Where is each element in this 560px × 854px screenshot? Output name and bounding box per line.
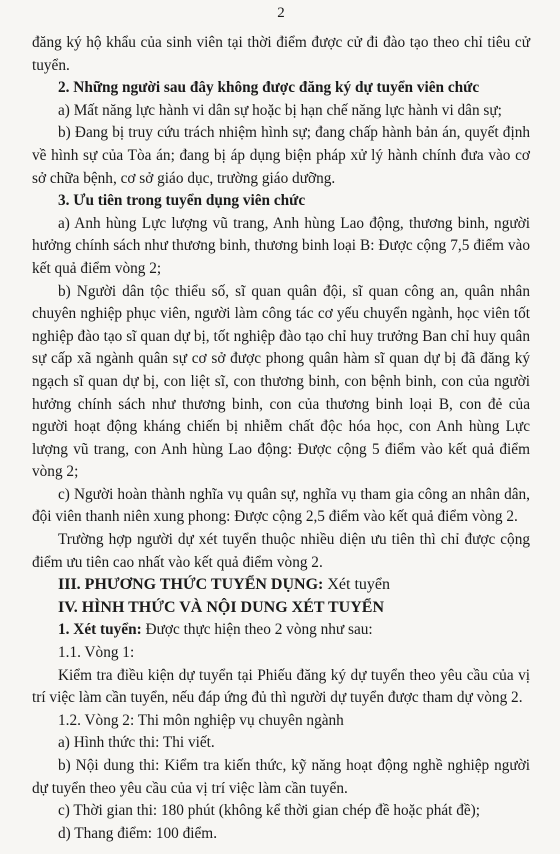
heading-part-iv-text: IV. HÌNH THỨC VÀ NỘI DUNG XÉT TUYỂN	[58, 598, 384, 616]
heading-part-iii-value: Xét tuyển	[323, 576, 391, 594]
paragraph-1-1-body: Kiểm tra điều kiện dự tuyển tại Phiếu đăng ký dự tuyển theo yêu cầu của vị trí việc làm cần tuyển, nếu đáp ứng đủ thì người dự tuyển được tham dự vòng 2.	[32, 666, 530, 707]
paragraph-2a: a) Mất năng lực hành vi dân sự hoặc bị hạn chế năng lực hành vi dân sự;	[58, 101, 502, 119]
heading-section-2	[32, 77, 530, 100]
paragraph-1-2: 1.2. Vòng 2: Thi môn nghiệp vụ chuyên ngành	[58, 711, 344, 729]
heading-part-iii-label: III. PHƯƠNG THỨC TUYỂN DỤNG:	[58, 576, 324, 594]
paragraph-3c: c) Người hoàn thành nghĩa vụ quân sự, nghĩa vụ tham gia công an nhân dân, đội viên thanh niên xung phong: Được cộng 2,5 điểm vào kết quả điểm vòng 2.	[32, 485, 530, 526]
paragraph-continuation: đăng ký hộ khẩu của sinh viên tại thời điểm được cử đi đào tạo theo chỉ tiêu cử tuyển.	[32, 34, 530, 74]
heading-part-iii	[32, 574, 530, 597]
heading-section-3	[32, 190, 530, 213]
paragraph-3d: Trường hợp người dự xét tuyển thuộc nhiều diện ưu tiên thì chỉ được cộng điểm ưu tiên cao nhất vào kết quả điểm vòng 2.	[32, 531, 530, 571]
heading-subsection-1	[32, 619, 530, 642]
paragraph-1-2a: a) Hình thức thi: Thi viết.	[58, 734, 215, 752]
paragraph-3b: b) Người dân tộc thiểu số, sĩ quan quân đội, sĩ quan công an, quân nhân chuyên nghiệp phục viên, người làm công tác cơ yếu chuyển ngành, học viên tốt nghiệp đào tạo sĩ quan dự bị, tốt nghiệp đào tạo chỉ huy trưởng Ban chỉ huy quân sự cấp xã ngành quân sự cơ sở được phong quân hàm sĩ quan dự bị đã đăng ký ngạch sĩ quan dự bị, con liệt sĩ, con thương binh, con bệnh binh, con của người hưởng chính sách như thương binh, con của thương binh loại B, con đẻ của người hoạt động kháng chiến bị nhiễm chất độc hóa học, con Anh hùng Lực lượng vũ trang, con Anh hùng Lao động: Được cộng 5 điểm vào kết quả điểm vòng 2;	[32, 282, 530, 481]
paragraph-1-2c: c) Thời gian thi: 180 phút (không kể thời gian chép đề hoặc phát đề);	[58, 802, 481, 820]
paragraph-1-1: 1.1. Vòng 1:	[58, 644, 135, 662]
page-number: 2	[277, 5, 285, 21]
heading-part-iv	[32, 597, 530, 620]
paragraph-1-2b: b) Nội dung thi: Kiểm tra kiến thức, kỹ năng hoạt động nghề nghiệp người dự tuyển theo yêu cầu của vị trí việc làm cần tuyển.	[32, 757, 530, 797]
heading-subsection-1-value: Được thực hiện theo 2 vòng như sau:	[141, 621, 373, 639]
heading-section-3-text: 3. Ưu tiên trong tuyển dụng viên chức	[58, 192, 306, 210]
paragraph-2b: b) Đang bị truy cứu trách nhiệm hình sự; đang chấp hành bản án, quyết định về hình sự của Tòa án; đang bị áp dụng biện pháp xử lý hành chính đưa vào cơ sở chữa bệnh, cơ sở giáo dục, trường giáo dưỡng.	[32, 124, 530, 187]
paragraph-1-2d: d) Thang điểm: 100 điểm.	[58, 824, 218, 842]
heading-subsection-1-label: 1. Xét tuyển:	[58, 621, 142, 639]
paragraph-3a: a) Anh hùng Lực lượng vũ trang, Anh hùng Lao động, thương binh, người hưởng chính sách như thương binh, thương binh loại B: Được cộng 7,5 điểm vào kết quả điểm vòng 2;	[32, 214, 530, 277]
heading-section-2-text: 2. Những người sau đây không được đăng ký dự tuyển viên chức	[58, 79, 480, 97]
